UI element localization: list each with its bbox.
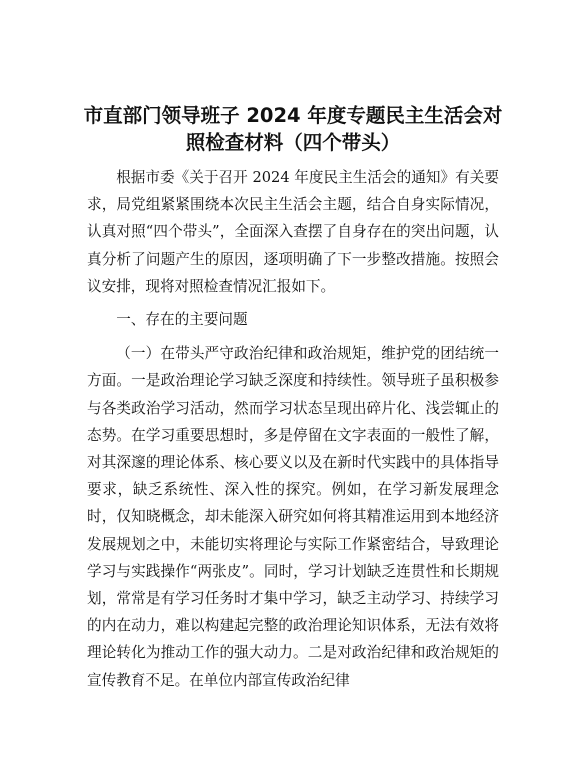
intro-paragraph: 根据市委《关于召开 2024 年度民主生活会的通知》有关要求，局党组紧紧围绕本次民主生活会主题，结合自身实际情况，认真对照“四个带头”，全面深入查摆了自身存在的突出问题，认真分析了问题产生的原因，逐项明确了下一步整改措施。按照会议安排，现将对照检查情况汇报如下。 bbox=[87, 169, 499, 295]
section-paragraph-political-discipline: （一）在带头严守政治纪律和政治规矩，维护党的团结统一方面。一是政治理论学习缺乏深度和持续性。领导班子虽积极参与各类政治学习活动，然而学习状态呈现出碎片化、浅尝辄止的态势。在学习重要思想时，多是停留在文字表面的一般性了解，对其深邃的理论体系、核心要义以及在新时代实践中的具体指导要求，缺乏系统性、深入性的探究。例如，在学习新发展理念时，仅知晓概念，却未能深入研究如何将其精准运用到本地经济发展规划之中，未能切实将理论与实际工作紧密结合，导致理论学习与实践操作“两张皮”。同时，学习计划缺乏连贯性和长期规划，常常是有学习任务时才集中学习，缺乏主动学习、持续学习的内在动力，难以构建起完整的政治理论知识体系，无法有效将理论转化为推动工作的强大动力。二是对政治纪律和政治规矩的宣传教育不足。在单位内部宣传政治纪律 bbox=[87, 345, 499, 689]
document-title-line-2: 照检查材料（四个带头） bbox=[185, 131, 401, 154]
document-title bbox=[79, 102, 507, 156]
section-heading-main-problems: 一、存在的主要问题 bbox=[116, 311, 248, 329]
document-title-line-1: 市直部门领导班子 2024 年度专题民主生活会对 bbox=[83, 104, 503, 127]
